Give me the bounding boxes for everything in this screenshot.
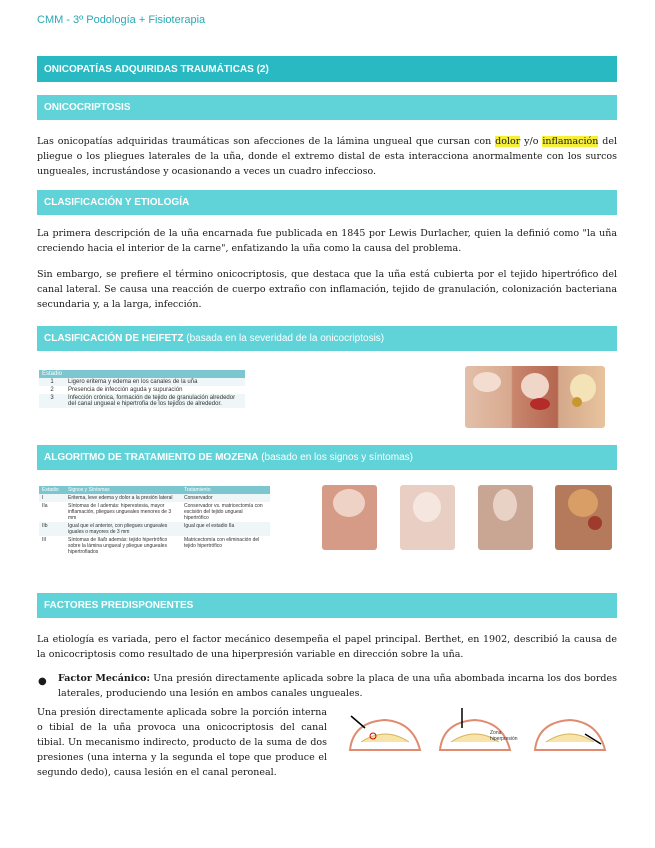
treatment-cell: Conservador bbox=[181, 494, 270, 502]
onicocriptosis-bar bbox=[37, 95, 617, 120]
signs-cell: Síntomas de I además: hiperestesia, mayor inflamación, pliegues ungueales menores de 3 mm bbox=[68, 503, 172, 521]
clasificacion-bar bbox=[37, 190, 617, 215]
signs-cell: Igual que el anterior, con pliegues ungueales iguales o mayores de 3 mm bbox=[65, 522, 181, 536]
signs-cell: Eritema, leve edema y dolor a la presión lateral bbox=[65, 494, 181, 502]
mozena-title: ALGORITMO DE TRATAMIENTO DE MOZENA bbox=[44, 452, 259, 463]
table-row bbox=[39, 502, 270, 522]
mozena-header-stage: Estadio bbox=[39, 486, 65, 494]
treatment-cell: Conservador vs. matricectomía con escisión del tejido ungueal hipertrófico bbox=[184, 503, 263, 521]
heifetz-table bbox=[39, 370, 245, 408]
heifetz-bar bbox=[37, 326, 617, 351]
diagram-label-zona: Zona bbox=[490, 730, 502, 736]
heifetz-header: Estadio bbox=[39, 370, 245, 378]
treatment-cell: Igual que el estadio IIa bbox=[181, 522, 270, 536]
bullet-icon: ● bbox=[38, 676, 47, 687]
intro-text-3: del pliegue o los pliegues laterales de la uña, donde el extremo distal de esta interacciona anormalmente con los surcos ungueales, incrustándose y ocasionando a veces un cuadro infeccioso. bbox=[37, 136, 618, 177]
factores-paragraph: La etiología es variada, pero el factor mecánico desempeña el papel principal. Berthet, en 1902, describió la causa de la onicocriptosis como resultado de una hiperpresión variable en dirección sobre la uña. bbox=[37, 634, 617, 660]
document-header: CMM - 3º Podología + Fisioterapia bbox=[37, 14, 206, 26]
stage-cell: I bbox=[39, 494, 65, 502]
table-row bbox=[39, 394, 245, 408]
clasificacion-title: CLASIFICACIÓN Y ETIOLOGÍA bbox=[44, 197, 190, 208]
mozena-photo-4 bbox=[555, 485, 612, 550]
main-title-bar bbox=[37, 56, 617, 82]
intro-paragraph bbox=[37, 134, 617, 179]
factores-title: FACTORES PREDISPONENTES bbox=[44, 600, 194, 611]
main-title: ONICOPATÍAS ADQUIRIDAS TRAUMÁTICAS (2) bbox=[44, 63, 269, 75]
bullet-text: Una presión directamente aplicada sobre la placa de una uña abombada incarna los dos bordes laterales, produciendo una lesión en ambos canales ungueales. bbox=[58, 673, 617, 699]
stage-cell: 3 bbox=[39, 394, 65, 408]
desc-cell: Ligero eritema y edema en los canales de la uña bbox=[65, 378, 245, 386]
bullet-item-factor-mecanico bbox=[58, 671, 617, 701]
stage-cell: III bbox=[42, 537, 47, 543]
mozena-bar bbox=[37, 445, 617, 470]
diagram-label-hiperpresion: hiperpresión bbox=[490, 736, 518, 742]
stage-cell: IIa bbox=[42, 503, 48, 509]
mozena-subtitle: (basado en los signos y síntomas) bbox=[261, 452, 413, 463]
clasificacion-paragraph-1: La primera descripción de la uña encarnada fue publicada en 1845 por Lewis Durlacher, quien la definió como "la uña creciendo hacia el interior de la carne", enfatizando la uña como la causa del problema. bbox=[37, 228, 617, 254]
heifetz-subtitle: (basada en la severidad de la onicocriptosis) bbox=[186, 333, 385, 344]
mozena-photo-2 bbox=[400, 485, 455, 550]
factores-bar bbox=[37, 593, 617, 618]
mozena-photo-1 bbox=[322, 485, 377, 550]
final-paragraph: Una presión directamente aplicada sobre la porción interna o tibial de la uña provoca una onicocriptosis del canal tibial. Un mecanismo indirecto, producto de la suma de dos presiones (una interna y la segunda el tope que produce el segundo dedo), causa lesión en el canal peroneal. bbox=[37, 707, 327, 778]
intro-text-2: y/o bbox=[520, 136, 543, 147]
table-row bbox=[39, 536, 270, 556]
desc-cell: Infección crónica, formación de tejido de granulación alrededor del canal ungueal e hipertrofia de los tejidos de alrededor. bbox=[65, 394, 245, 408]
desc-cell: Presencia de infección aguda y supuración bbox=[68, 387, 183, 393]
intro-text-1: Las onicopatías adquiridas traumáticas son afecciones de la lámina ungueal que cursan con bbox=[37, 136, 496, 147]
table-row bbox=[39, 386, 245, 394]
stage-cell: 1 bbox=[39, 378, 65, 386]
heifetz-title: CLASIFICACIÓN DE HEIFETZ bbox=[44, 333, 184, 344]
signs-cell: Síntomas de IIa/b además: tejido hipertrófico sobre la lámina ungueal y pliegue ungueales hipertrofiados bbox=[68, 537, 168, 555]
onicocriptosis-title: ONICOCRIPTOSIS bbox=[44, 102, 131, 113]
mozena-table bbox=[39, 486, 270, 556]
mozena-photo-3 bbox=[478, 485, 533, 550]
table-row bbox=[39, 522, 270, 536]
table-row bbox=[39, 378, 245, 386]
clasificacion-paragraph-2: Sin embargo, se prefiere el término onicocriptosis, que destaca que la uña está cubierta por el tejido hipertrófico del canal lateral. Se causa una reacción de cuerpo extraño con inflamación, tejido de granulación, colonización bacteriana secundaria y, a la larga, infección. bbox=[37, 269, 617, 310]
bullet-label: Factor Mecánico: bbox=[58, 673, 151, 684]
mozena-header-treatment: Tratamiento bbox=[181, 486, 270, 494]
stage-cell: IIb bbox=[39, 522, 65, 536]
mechanism-diagram bbox=[345, 700, 617, 766]
highlight-dolor: dolor bbox=[495, 136, 521, 147]
heifetz-stages-photo bbox=[465, 366, 605, 428]
mozena-header-signs: Signos y Síntomas bbox=[65, 486, 181, 494]
treatment-cell: Matricectomía con eliminación del tejido hipertrófico bbox=[184, 537, 260, 549]
table-row bbox=[39, 494, 270, 502]
stage-cell: 2 bbox=[50, 387, 54, 393]
highlight-inflamacion: inflamación bbox=[542, 136, 599, 147]
